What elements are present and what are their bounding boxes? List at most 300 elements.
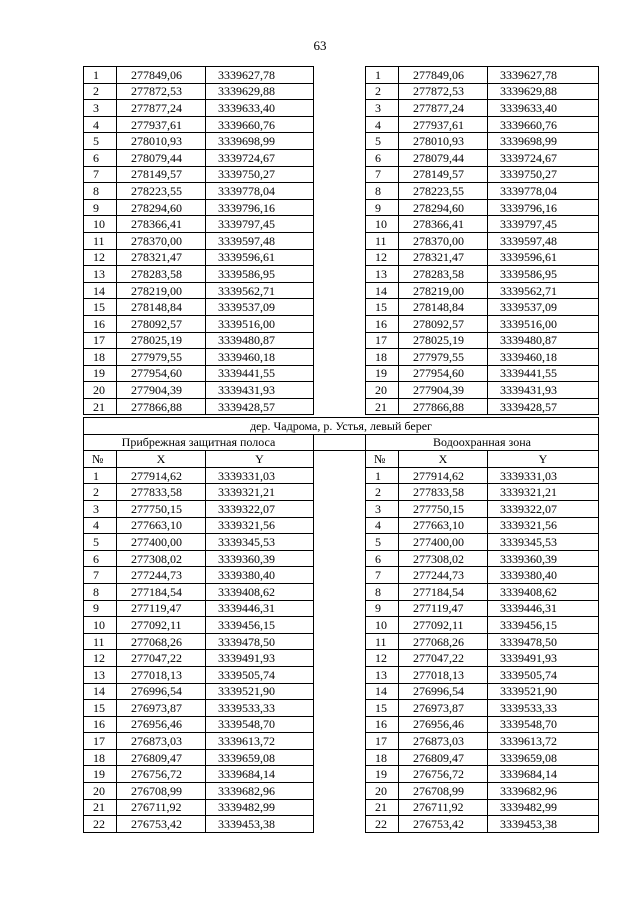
coordinate-y-left: 3339521,90 xyxy=(206,683,314,700)
coordinate-y-right: 3339596,61 xyxy=(488,249,599,266)
coordinate-x-left: 277849,06 xyxy=(117,67,206,84)
table-row xyxy=(84,749,599,766)
coordinate-y-left: 3339321,21 xyxy=(206,484,314,501)
coordinate-x-left: 277047,22 xyxy=(117,650,206,667)
coordinate-x-right: 276708,99 xyxy=(399,783,488,800)
column-gap xyxy=(314,434,366,451)
coordinate-y-left: 3339428,57 xyxy=(206,398,314,415)
coordinate-x-right: 277308,02 xyxy=(399,550,488,567)
table-row xyxy=(84,67,599,84)
column-gap xyxy=(314,467,366,484)
coordinate-x-left: 277877,24 xyxy=(117,100,206,117)
coordinate-y-left: 3339453,38 xyxy=(206,816,314,833)
table-row xyxy=(84,266,599,283)
header-y-left: Y xyxy=(206,451,314,468)
coordinate-x-left: 278092,57 xyxy=(117,315,206,332)
coordinate-y-left: 3339537,09 xyxy=(206,299,314,316)
table-row xyxy=(84,282,599,299)
coordinate-y-right: 3339431,93 xyxy=(488,382,599,399)
coordinate-y-right: 3339682,96 xyxy=(488,783,599,800)
table-row xyxy=(84,583,599,600)
point-number-right: 20 xyxy=(366,382,399,399)
coordinate-x-right: 277750,15 xyxy=(399,500,488,517)
coordinate-x-left: 277872,53 xyxy=(117,83,206,100)
coordinate-y-left: 3339516,00 xyxy=(206,315,314,332)
coordinate-y-right: 3339428,57 xyxy=(488,398,599,415)
point-number-right: 18 xyxy=(366,749,399,766)
coordinate-y-left: 3339322,07 xyxy=(206,500,314,517)
coordinate-y-left: 3339456,15 xyxy=(206,617,314,634)
point-number-left: 8 xyxy=(84,183,117,200)
coordinate-x-left: 277400,00 xyxy=(117,534,206,551)
coordinate-x-left: 277184,54 xyxy=(117,583,206,600)
coordinate-x-right: 276973,87 xyxy=(399,700,488,717)
coordinate-y-right: 3339480,87 xyxy=(488,332,599,349)
coordinate-y-left: 3339698,99 xyxy=(206,133,314,150)
point-number-right: 17 xyxy=(366,733,399,750)
point-number-left: 6 xyxy=(84,149,117,166)
coordinate-y-right: 3339659,08 xyxy=(488,749,599,766)
coordinate-y-left: 3339505,74 xyxy=(206,666,314,683)
table-row xyxy=(84,567,599,584)
coordinate-x-right: 278092,57 xyxy=(399,315,488,332)
coordinate-x-left: 276956,46 xyxy=(117,716,206,733)
column-gap xyxy=(314,382,366,399)
table-row xyxy=(84,484,599,501)
point-number-right: 6 xyxy=(366,149,399,166)
point-number-left: 6 xyxy=(84,550,117,567)
point-number-right: 8 xyxy=(366,583,399,600)
point-number-right: 11 xyxy=(366,232,399,249)
coordinate-x-right: 277866,88 xyxy=(399,398,488,415)
coordinate-y-left: 3339629,88 xyxy=(206,83,314,100)
column-gap xyxy=(314,766,366,783)
coordinate-y-left: 3339321,56 xyxy=(206,517,314,534)
coordinate-y-left: 3339380,40 xyxy=(206,567,314,584)
coordinate-x-right: 278370,00 xyxy=(399,232,488,249)
coordinate-y-left: 3339331,03 xyxy=(206,467,314,484)
point-number-right: 5 xyxy=(366,534,399,551)
point-number-left: 14 xyxy=(84,683,117,700)
coordinate-y-right: 3339360,39 xyxy=(488,550,599,567)
table-row xyxy=(84,365,599,382)
point-number-right: 6 xyxy=(366,550,399,567)
coordinate-y-left: 3339345,53 xyxy=(206,534,314,551)
column-gap xyxy=(314,683,366,700)
table-row xyxy=(84,83,599,100)
coordinate-x-left: 277308,02 xyxy=(117,550,206,567)
column-gap xyxy=(314,733,366,750)
coordinate-y-right: 3339562,71 xyxy=(488,282,599,299)
point-number-left: 10 xyxy=(84,216,117,233)
point-number-left: 10 xyxy=(84,617,117,634)
coordinate-y-right: 3339380,40 xyxy=(488,567,599,584)
coordinate-x-left: 277833,58 xyxy=(117,484,206,501)
coordinate-y-left: 3339724,67 xyxy=(206,149,314,166)
coordinate-y-left: 3339408,62 xyxy=(206,583,314,600)
point-number-left: 17 xyxy=(84,332,117,349)
table-row xyxy=(84,733,599,750)
point-number-right: 10 xyxy=(366,216,399,233)
coordinate-y-left: 3339480,87 xyxy=(206,332,314,349)
coordinate-y-right: 3339750,27 xyxy=(488,166,599,183)
coordinate-y-right: 3339441,55 xyxy=(488,365,599,382)
point-number-left: 11 xyxy=(84,232,117,249)
coordinate-x-left: 278010,93 xyxy=(117,133,206,150)
point-number-left: 19 xyxy=(84,766,117,783)
coordinate-x-right: 277663,10 xyxy=(399,517,488,534)
point-number-right: 13 xyxy=(366,266,399,283)
point-number-right: 3 xyxy=(366,100,399,117)
table-row xyxy=(84,534,599,551)
coordinate-x-right: 276756,72 xyxy=(399,766,488,783)
coordinate-x-right: 276711,92 xyxy=(399,799,488,816)
column-gap xyxy=(314,266,366,283)
table-row xyxy=(84,766,599,783)
point-number-right: 18 xyxy=(366,349,399,366)
coordinate-x-right: 277937,61 xyxy=(399,116,488,133)
coordinate-x-left: 276809,47 xyxy=(117,749,206,766)
coordinate-x-right: 277979,55 xyxy=(399,349,488,366)
column-gap xyxy=(314,650,366,667)
point-number-right: 21 xyxy=(366,398,399,415)
point-number-right: 13 xyxy=(366,666,399,683)
coordinate-y-left: 3339778,04 xyxy=(206,183,314,200)
table-row xyxy=(84,550,599,567)
point-number-left: 12 xyxy=(84,249,117,266)
point-number-left: 20 xyxy=(84,382,117,399)
point-number-right: 21 xyxy=(366,799,399,816)
coordinate-x-left: 277914,62 xyxy=(117,467,206,484)
table-row xyxy=(84,166,599,183)
column-gap xyxy=(314,451,366,468)
coordinate-x-right: 278366,41 xyxy=(399,216,488,233)
coordinate-x-left: 278283,58 xyxy=(117,266,206,283)
coordinate-x-left: 276753,42 xyxy=(117,816,206,833)
coordinate-y-right: 3339446,31 xyxy=(488,600,599,617)
coordinate-y-right: 3339516,00 xyxy=(488,315,599,332)
column-gap xyxy=(314,749,366,766)
table-row xyxy=(84,249,599,266)
coordinate-x-left: 277937,61 xyxy=(117,116,206,133)
column-gap xyxy=(314,716,366,733)
coordinate-y-right: 3339521,90 xyxy=(488,683,599,700)
coordinate-x-right: 276996,54 xyxy=(399,683,488,700)
point-number-left: 7 xyxy=(84,567,117,584)
point-number-right: 19 xyxy=(366,365,399,382)
coordinate-y-left: 3339660,76 xyxy=(206,116,314,133)
header-y-right: Y xyxy=(488,451,599,468)
table-row xyxy=(84,617,599,634)
coordinate-y-left: 3339431,93 xyxy=(206,382,314,399)
point-number-left: 16 xyxy=(84,315,117,332)
point-number-right: 9 xyxy=(366,600,399,617)
page-number: 63 xyxy=(313,38,327,53)
coordinate-x-right: 277047,22 xyxy=(399,650,488,667)
column-gap xyxy=(314,282,366,299)
coordinate-x-right: 278025,19 xyxy=(399,332,488,349)
coordinate-y-left: 3339482,99 xyxy=(206,799,314,816)
point-number-right: 1 xyxy=(366,67,399,84)
column-gap xyxy=(314,315,366,332)
column-gap xyxy=(314,199,366,216)
point-number-right: 11 xyxy=(366,633,399,650)
point-number-left: 4 xyxy=(84,517,117,534)
column-gap xyxy=(314,583,366,600)
table-row xyxy=(84,600,599,617)
coordinate-y-right: 3339586,95 xyxy=(488,266,599,283)
coordinate-x-left: 277119,47 xyxy=(117,600,206,617)
coordinate-x-left: 278370,00 xyxy=(117,232,206,249)
coordinate-y-right: 3339345,53 xyxy=(488,534,599,551)
column-gap xyxy=(314,349,366,366)
column-gap xyxy=(314,550,366,567)
coordinate-x-right: 277954,60 xyxy=(399,365,488,382)
table-row xyxy=(84,133,599,150)
coordinate-y-right: 3339321,56 xyxy=(488,517,599,534)
column-gap xyxy=(314,816,366,833)
coordinate-y-right: 3339724,67 xyxy=(488,149,599,166)
point-number-left: 3 xyxy=(84,500,117,517)
column-gap xyxy=(314,666,366,683)
table-row xyxy=(84,517,599,534)
coordinate-y-right: 3339633,40 xyxy=(488,100,599,117)
coordinates-table-lower xyxy=(83,417,599,833)
table-row xyxy=(84,332,599,349)
table-row xyxy=(84,216,599,233)
point-number-right: 4 xyxy=(366,517,399,534)
table-row xyxy=(84,633,599,650)
coordinate-x-left: 278079,44 xyxy=(117,149,206,166)
coordinate-x-left: 277904,39 xyxy=(117,382,206,399)
coordinate-x-left: 277663,10 xyxy=(117,517,206,534)
left-section-title: Прибрежная защитная полоса xyxy=(84,434,314,451)
coordinate-y-right: 3339331,03 xyxy=(488,467,599,484)
section-title-row xyxy=(84,434,599,451)
coordinate-x-left: 278294,60 xyxy=(117,199,206,216)
point-number-right: 12 xyxy=(366,249,399,266)
column-gap xyxy=(314,232,366,249)
coordinate-x-right: 277068,26 xyxy=(399,633,488,650)
coordinate-y-right: 3339627,78 xyxy=(488,67,599,84)
coordinate-x-right: 276873,03 xyxy=(399,733,488,750)
point-number-left: 12 xyxy=(84,650,117,667)
coordinate-x-right: 277872,53 xyxy=(399,83,488,100)
coordinate-y-left: 3339548,70 xyxy=(206,716,314,733)
column-gap xyxy=(314,500,366,517)
coordinate-x-left: 276756,72 xyxy=(117,766,206,783)
coordinate-x-left: 276973,87 xyxy=(117,700,206,717)
coordinates-table-upper-body xyxy=(84,67,599,415)
column-gap xyxy=(314,517,366,534)
coordinate-y-right: 3339684,14 xyxy=(488,766,599,783)
point-number-left: 17 xyxy=(84,733,117,750)
coordinate-y-left: 3339750,27 xyxy=(206,166,314,183)
point-number-right: 8 xyxy=(366,183,399,200)
table-caption-row xyxy=(84,418,599,435)
point-number-left: 14 xyxy=(84,282,117,299)
coordinate-y-left: 3339796,16 xyxy=(206,199,314,216)
point-number-left: 1 xyxy=(84,67,117,84)
column-gap xyxy=(314,617,366,634)
point-number-right: 17 xyxy=(366,332,399,349)
coordinate-x-right: 276753,42 xyxy=(399,816,488,833)
point-number-right: 15 xyxy=(366,700,399,717)
point-number-right: 12 xyxy=(366,650,399,667)
point-number-left: 1 xyxy=(84,467,117,484)
column-gap xyxy=(314,600,366,617)
point-number-left: 15 xyxy=(84,700,117,717)
column-gap xyxy=(314,332,366,349)
table-row xyxy=(84,100,599,117)
point-number-right: 10 xyxy=(366,617,399,634)
point-number-right: 7 xyxy=(366,166,399,183)
coordinate-x-left: 278149,57 xyxy=(117,166,206,183)
coordinate-x-left: 277244,73 xyxy=(117,567,206,584)
column-gap xyxy=(314,116,366,133)
coordinate-x-right: 278219,00 xyxy=(399,282,488,299)
point-number-left: 11 xyxy=(84,633,117,650)
coordinate-x-left: 277018,13 xyxy=(117,666,206,683)
coordinate-x-left: 276996,54 xyxy=(117,683,206,700)
coordinate-y-left: 3339682,96 xyxy=(206,783,314,800)
coordinate-y-right: 3339537,09 xyxy=(488,299,599,316)
table-row xyxy=(84,799,599,816)
point-number-right: 15 xyxy=(366,299,399,316)
point-number-left: 19 xyxy=(84,365,117,382)
coordinate-y-left: 3339441,55 xyxy=(206,365,314,382)
coordinate-x-left: 276708,99 xyxy=(117,783,206,800)
coordinate-y-right: 3339505,74 xyxy=(488,666,599,683)
point-number-left: 20 xyxy=(84,783,117,800)
coordinate-x-left: 278219,00 xyxy=(117,282,206,299)
table-row xyxy=(84,700,599,717)
column-gap xyxy=(314,183,366,200)
coordinate-y-right: 3339597,48 xyxy=(488,232,599,249)
point-number-left: 9 xyxy=(84,199,117,216)
table-row xyxy=(84,315,599,332)
table-row xyxy=(84,116,599,133)
coordinate-x-right: 278149,57 xyxy=(399,166,488,183)
coordinate-x-left: 278223,55 xyxy=(117,183,206,200)
column-gap xyxy=(314,799,366,816)
coordinate-x-right: 278294,60 xyxy=(399,199,488,216)
coordinate-y-left: 3339633,40 xyxy=(206,100,314,117)
column-gap xyxy=(314,534,366,551)
column-gap xyxy=(314,567,366,584)
coordinate-x-left: 277750,15 xyxy=(117,500,206,517)
coordinate-x-left: 277866,88 xyxy=(117,398,206,415)
coordinate-x-left: 278148,84 xyxy=(117,299,206,316)
coordinate-x-right: 278283,58 xyxy=(399,266,488,283)
table-row xyxy=(84,398,599,415)
coordinate-x-right: 277904,39 xyxy=(399,382,488,399)
coordinate-y-right: 3339478,50 xyxy=(488,633,599,650)
point-number-left: 7 xyxy=(84,166,117,183)
point-number-left: 2 xyxy=(84,83,117,100)
coordinates-table-lower-body xyxy=(84,418,599,833)
header-x-left: X xyxy=(117,451,206,468)
coordinate-y-right: 3339321,21 xyxy=(488,484,599,501)
point-number-right: 4 xyxy=(366,116,399,133)
table-row xyxy=(84,183,599,200)
header-number-left: № xyxy=(84,451,117,468)
table-row xyxy=(84,349,599,366)
coordinate-y-left: 3339562,71 xyxy=(206,282,314,299)
coordinate-y-left: 3339491,93 xyxy=(206,650,314,667)
coordinate-x-left: 277979,55 xyxy=(117,349,206,366)
point-number-left: 2 xyxy=(84,484,117,501)
table-row xyxy=(84,500,599,517)
point-number-right: 14 xyxy=(366,683,399,700)
header-x-right: X xyxy=(399,451,488,468)
point-number-left: 4 xyxy=(84,116,117,133)
table-row xyxy=(84,716,599,733)
coordinate-y-right: 3339408,62 xyxy=(488,583,599,600)
coordinate-x-right: 277018,13 xyxy=(399,666,488,683)
table-row xyxy=(84,666,599,683)
coordinate-y-left: 3339659,08 xyxy=(206,749,314,766)
coordinate-x-left: 277954,60 xyxy=(117,365,206,382)
column-gap xyxy=(314,166,366,183)
coordinate-y-right: 3339548,70 xyxy=(488,716,599,733)
point-number-left: 9 xyxy=(84,600,117,617)
point-number-left: 21 xyxy=(84,398,117,415)
column-gap xyxy=(314,299,366,316)
coordinate-y-left: 3339627,78 xyxy=(206,67,314,84)
coordinate-x-left: 278025,19 xyxy=(117,332,206,349)
coordinate-x-right: 278321,47 xyxy=(399,249,488,266)
coordinate-x-right: 276956,46 xyxy=(399,716,488,733)
point-number-left: 13 xyxy=(84,266,117,283)
point-number-left: 16 xyxy=(84,716,117,733)
point-number-right: 3 xyxy=(366,500,399,517)
point-number-right: 2 xyxy=(366,83,399,100)
coordinate-y-left: 3339684,14 xyxy=(206,766,314,783)
coordinate-y-right: 3339778,04 xyxy=(488,183,599,200)
point-number-right: 16 xyxy=(366,716,399,733)
table-row xyxy=(84,816,599,833)
coordinate-x-left: 277092,11 xyxy=(117,617,206,634)
table-caption: дер. Чадрома, р. Устья, левый берег xyxy=(84,418,599,435)
coordinate-x-right: 277849,06 xyxy=(399,67,488,84)
point-number-right: 16 xyxy=(366,315,399,332)
coordinate-y-right: 3339698,99 xyxy=(488,133,599,150)
header-number-right: № xyxy=(366,451,399,468)
coordinate-x-left: 277068,26 xyxy=(117,633,206,650)
coordinate-y-left: 3339613,72 xyxy=(206,733,314,750)
right-section-title: Водоохранная зона xyxy=(366,434,599,451)
point-number-left: 13 xyxy=(84,666,117,683)
coordinate-x-right: 277119,47 xyxy=(399,600,488,617)
point-number-right: 19 xyxy=(366,766,399,783)
coordinate-x-left: 276711,92 xyxy=(117,799,206,816)
coordinate-y-right: 3339453,38 xyxy=(488,816,599,833)
coordinate-y-left: 3339360,39 xyxy=(206,550,314,567)
coordinate-x-right: 277914,62 xyxy=(399,467,488,484)
coordinate-y-right: 3339491,93 xyxy=(488,650,599,667)
table-row xyxy=(84,232,599,249)
point-number-right: 9 xyxy=(366,199,399,216)
coordinate-y-right: 3339482,99 xyxy=(488,799,599,816)
coordinate-x-left: 278366,41 xyxy=(117,216,206,233)
coordinate-x-right: 277400,00 xyxy=(399,534,488,551)
point-number-left: 21 xyxy=(84,799,117,816)
point-number-left: 15 xyxy=(84,299,117,316)
table-row xyxy=(84,149,599,166)
point-number-left: 5 xyxy=(84,133,117,150)
coordinate-y-right: 3339613,72 xyxy=(488,733,599,750)
